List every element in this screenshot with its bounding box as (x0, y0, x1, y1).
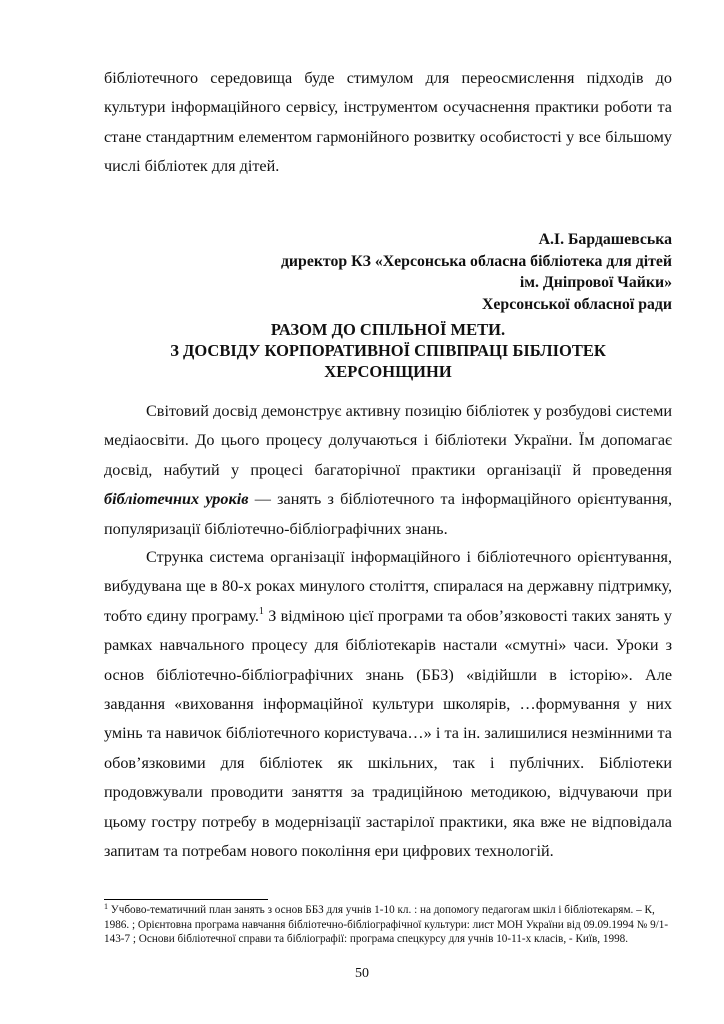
footnote-text: Учбово-тематичний план занять з основ ББЗ для учнів 1-10 кл. : на допомогу педагогам шкіл і бібліотекарям. – К, 1986. ; Орієнтовна програма навчання бібліотечно-бібліографічної культури: лист МОН України від 09.09.1994 № 9/1-143-7 ; Основи бібліотечної справи та бібліографії: програма спецкурсу для учнів 10-11-х класів, - Київ, 1998. (104, 904, 669, 946)
paragraph-1-text-end: — занять з бібліотечного та інформаційного орієнтування, популяризації бібліотечно-бібліографічних знань. (104, 490, 673, 538)
title-line3: ХЕРСОНЩИНИ (324, 362, 452, 381)
author-signature-block (104, 229, 672, 315)
paragraph-2 (104, 543, 672, 866)
paragraph-2-text-start: Струнка система організації інформаційного і бібліотечного орієнтування, вибудувана ще в 80-х роках минулого століття, спиралася на державну підтримку, тобто єдину програму. (104, 548, 672, 625)
footnote-mark: 1 (104, 902, 108, 911)
intro-paragraph: бібліотечного середовища буде стимулом для переосмислення підходів до культури інформаційного сервісу, інструментом осучаснення практики роботи та стане стандартним елементом гармонійного розвитку особистості у все більшому числі бібліотек для дітей. (104, 69, 672, 176)
article-title (104, 319, 672, 382)
footnote (104, 903, 672, 947)
author-name: А.І. Бардашевська (538, 231, 672, 248)
paragraph-1-text-start: Світовий досвід демонструє активну позицію бібліотек у розбудові системи медіаосвіти. До цього процесу долучаються і бібліотеки України. Їм допомагає досвід, набутий у процесі багаторічної практики організації й проведення (104, 402, 672, 479)
paragraph-2-text-end: З відміною цієї програми та обов’язковості таких занять у рамках навчального процесу для бібліотекарів настали «смутні» часи. Уроки з основ бібліотечно-бібліографічних знань (ББЗ) «відійшли в історію». Але завдання «виховання інформаційної культури школярів, …формування у них умінь та навичок бібліотечного користувача…» і та ін. залишилися незмінними та обов’язковими для бібліотек як шкільних, так і публічних. Бібліотеки продовжували проводити заняття за традиційною методикою, відчуваючи при цьому гостру потребу в модернізації застарілої практики, яка вже не відповідала запитам та потребам нового покоління ери цифрових технологій. (104, 606, 672, 861)
paragraph-1 (104, 397, 672, 544)
emphasized-term: бібліотечних уроків (104, 490, 249, 509)
footnote-reference[interactable]: 1 (258, 605, 264, 617)
author-position-line3: Херсонської обласної ради (481, 295, 672, 313)
page-number: 50 (355, 966, 369, 981)
author-position-line2: ім. Дніпрової Чайки» (519, 274, 672, 291)
title-line1: РАЗОМ ДО СПІЛЬНОЇ МЕТИ. (270, 320, 506, 339)
author-position-line1: директор КЗ «Херсонська обласна бібліотека для дітей (280, 252, 672, 270)
footnote-separator (104, 899, 268, 900)
title-line2: З ДОСВІДУ КОРПОРАТИВНОЇ СПІВПРАЦІ БІБЛІОТЕК (170, 341, 606, 360)
